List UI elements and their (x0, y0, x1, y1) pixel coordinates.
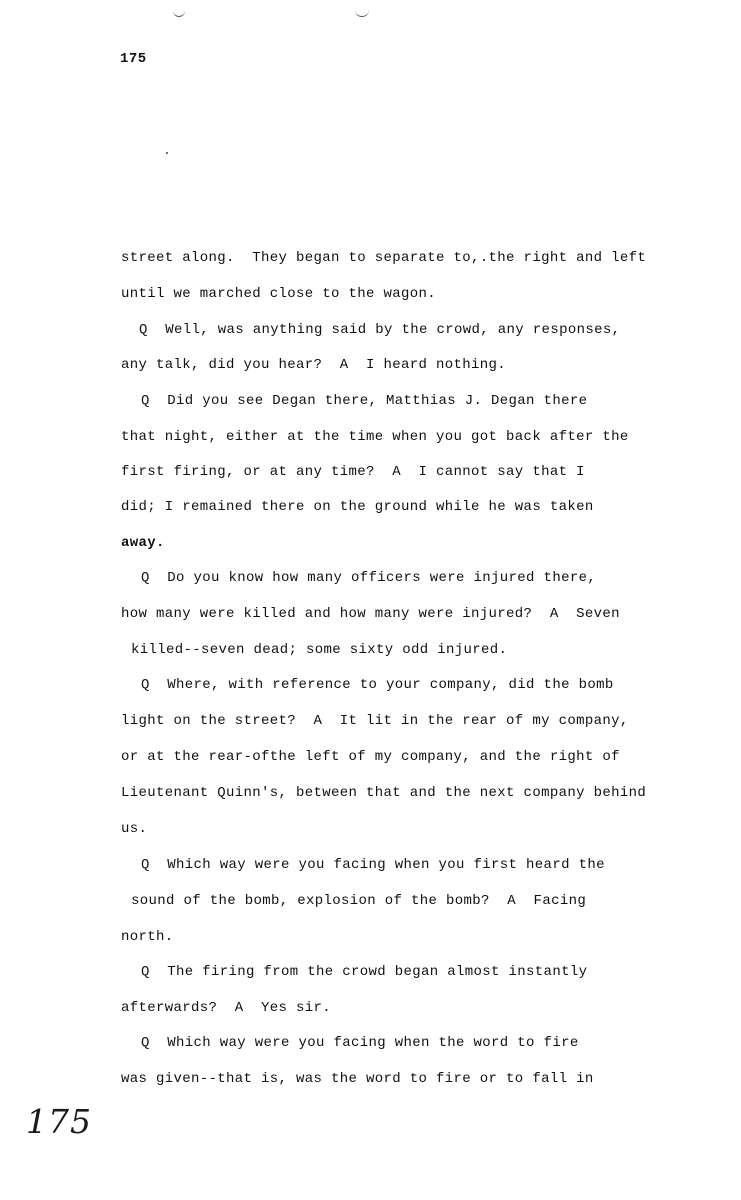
text-line: Lieutenant Quinn's, between that and the next company behind (121, 785, 647, 801)
punch-hole-mark (355, 10, 369, 17)
text-line: street along. They began to separate to,.the right and left (121, 250, 647, 266)
text-line: afterwards? A Yes sir. (121, 1000, 332, 1016)
punch-hole-mark (173, 10, 185, 17)
page-number: 175 (120, 51, 147, 67)
handwritten-page-number: 175 (26, 1102, 92, 1141)
text-line: us. (121, 821, 148, 837)
text-line: Q Do you know how many officers were injured there, (141, 570, 597, 586)
text-line: Q Which way were you facing when the word to fire (141, 1035, 579, 1051)
text-line: any talk, did you hear? A I heard nothing. (121, 357, 507, 373)
text-line: or at the rear-ofthe left of my company, and the right of (121, 749, 620, 765)
text-line: Q Where, with reference to your company, did the bomb (141, 677, 614, 693)
text-line: Q Well, was anything said by the crowd, any responses, (139, 322, 621, 338)
text-line: did; I remained there on the ground while he was taken (121, 499, 594, 515)
text-line: Q Did you see Degan there, Matthias J. Degan there (141, 393, 588, 409)
text-line: that night, either at the time when you got back after the (121, 429, 629, 445)
text-line: first firing, or at any time? A I cannot say that I (121, 464, 585, 480)
text-line: light on the street? A It lit in the rear of my company, (121, 713, 629, 729)
text-line: sound of the bomb, explosion of the bomb? A Facing (131, 893, 587, 909)
text-line: until we marched close to the wagon. (121, 286, 437, 302)
text-line: Q The firing from the crowd began almost instantly (141, 964, 588, 980)
text-line: north. (121, 929, 174, 945)
text-line: how many were killed and how many were injured? A Seven (121, 606, 620, 622)
text-line: was given--that is, was the word to fire or to fall in (121, 1071, 594, 1087)
text-line: killed--seven dead; some sixty odd injured. (131, 642, 508, 658)
ink-speck (166, 152, 168, 154)
text-line: away. (121, 535, 165, 551)
text-line: Q Which way were you facing when you first heard the (141, 857, 605, 873)
